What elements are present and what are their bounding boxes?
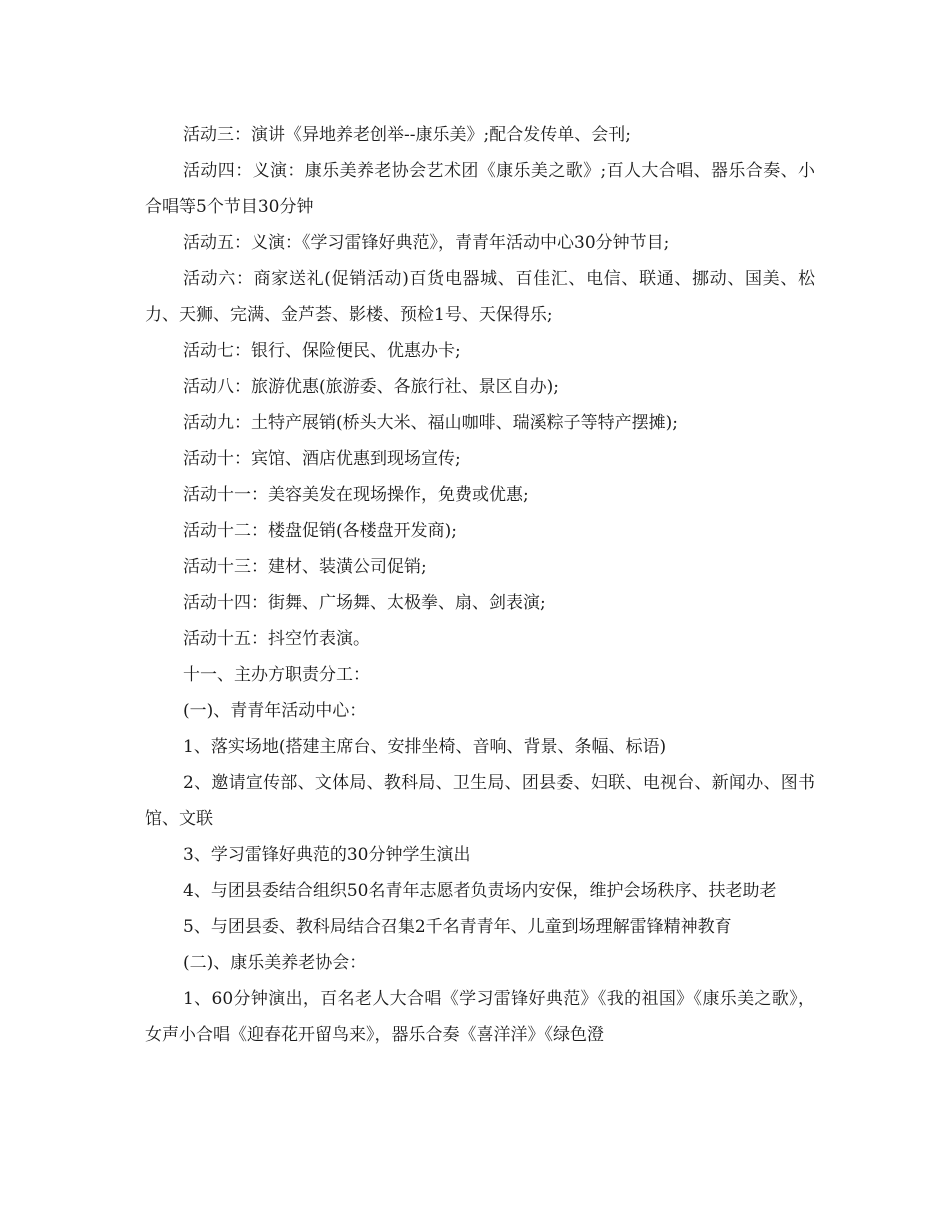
list-item: 5、与团县委、教科局结合召集2千名青青年、儿童到场理解雷锋精神教育 <box>183 917 732 937</box>
list-item: 1、落实场地(搭建主席台、安排坐椅、音响、背景、条幅、标语) <box>183 737 667 757</box>
paragraph-activity-10: 活动十：宾馆、酒店优惠到现场宣传; <box>183 449 461 469</box>
paragraph-activity-15: 活动十五：抖空竹表演。 <box>183 629 370 649</box>
paragraph-activity-8: 活动八：旅游优惠(旅游委、各旅行社、景区自办); <box>183 377 559 397</box>
section-heading-responsibilities: 十一、主办方职责分工： <box>183 665 370 685</box>
paragraph-activity-13: 活动十三：建材、装潢公司促销; <box>183 557 427 577</box>
list-item: 1、60分钟演出，百名老人大合唱《学习雷锋好典范》《我的祖国》《康乐美之歌》，女声小合唱《迎春花开留鸟来》，器乐合奏《喜洋洋》《绿色澄 <box>145 989 815 1045</box>
list-item: 2、邀请宣传部、文体局、教科局、卫生局、团县委、妇联、电视台、新闻办、图书馆、文联 <box>145 773 815 829</box>
paragraph-activity-9: 活动九：土特产展销(桥头大米、福山咖啡、瑞溪粽子等特产摆摊); <box>183 413 678 433</box>
subsection-heading-youth-center: (一)、青青年活动中心： <box>183 701 367 721</box>
document-body <box>145 117 815 1053</box>
list-item: 4、与团县委结合组织50名青年志愿者负责场内安保，维护会场秩序、扶老助老 <box>183 881 777 901</box>
paragraph-activity-4: 活动四：义演：康乐美养老协会艺术团《康乐美之歌》;百人大合唱、器乐合奏、小合唱等5个节目30分钟 <box>145 161 815 217</box>
paragraph-activity-7: 活动七：银行、保险便民、优惠办卡; <box>183 341 461 361</box>
list-item: 3、学习雷锋好典范的30分钟学生演出 <box>183 845 471 865</box>
subsection-heading-elderly-association: (二)、康乐美养老协会： <box>183 953 367 973</box>
paragraph-activity-12: 活动十二：楼盘促销(各楼盘开发商); <box>183 521 457 541</box>
paragraph-activity-3: 活动三：演讲《异地养老创举--康乐美》;配合发传单、会刊; <box>183 125 631 145</box>
paragraph-activity-6: 活动六：商家送礼(促销活动)百货电器城、百佳汇、电信、联通、挪动、国美、松力、天狮、完满、金芦荟、影楼、预检1号、天保得乐; <box>145 269 815 325</box>
paragraph-activity-5: 活动五：义演：《学习雷锋好典范》，青青年活动中心30分钟节目; <box>183 233 670 253</box>
paragraph-activity-14: 活动十四：街舞、广场舞、太极拳、扇、剑表演; <box>183 593 546 613</box>
paragraph-activity-11: 活动十一：美容美发在现场操作，免费或优惠; <box>183 485 529 505</box>
